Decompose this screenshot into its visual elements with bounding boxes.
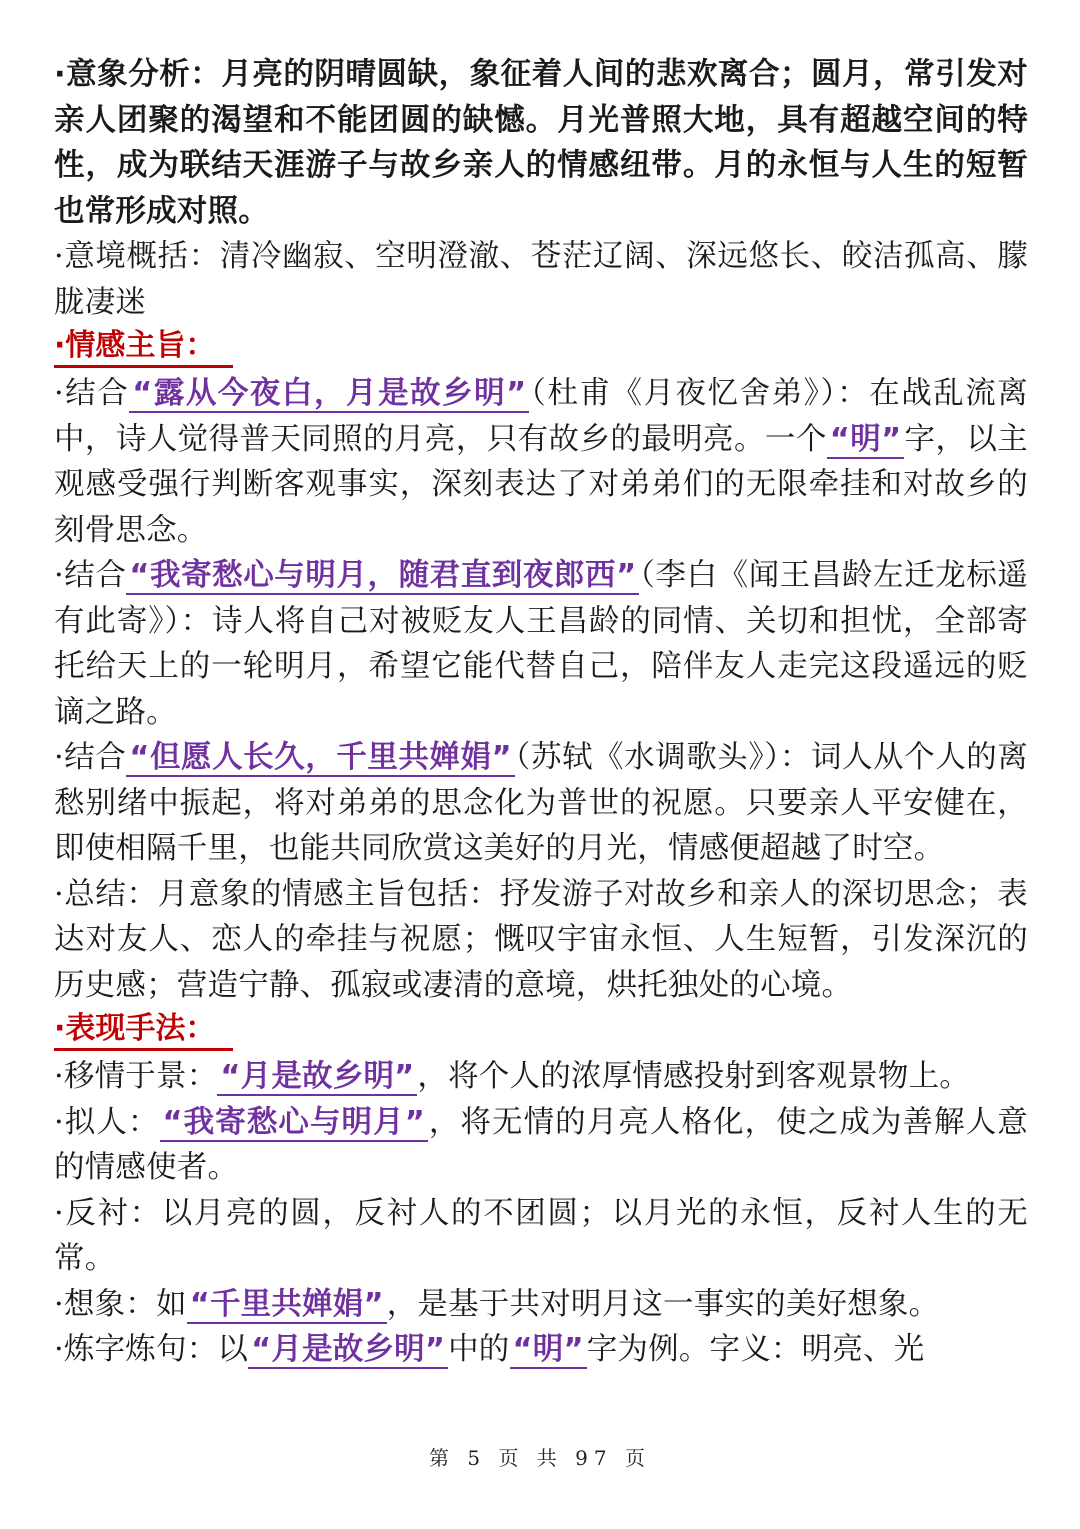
emotion-summary: ·总结：月意象的情感主旨包括：抒发游子对故乡和亲人的深切思念；表达对友人、恋人的牵挂与祝愿；慨叹宇宙永恒、人生短暂，引发深沉的历史感；营造宁静、孤寂或凄清的意境，烘托独处的心境。 bbox=[54, 876, 1028, 1003]
poem-quote: “月是故乡明” bbox=[248, 1332, 448, 1369]
item-prefix: ·结合 bbox=[54, 740, 127, 775]
poem-quote: “我寄愁心与明月，随君直到夜郎西” bbox=[126, 558, 639, 595]
item-text: （李白《闻王昌龄左迁龙标遥有此寄》）：诗人将自己对被贬友人王昌龄的同情、关切和担忧，全部寄托给天上的一轮明月，希望它能代替自己，陪伴友人走完这段遥远的贬谪之路。 bbox=[54, 558, 1028, 730]
item-text: （苏轼《水调歌头》）：词人从个人的离愁别绪中振起，将对弟弟的思念化为普世的祝愿。只要亲人平安健在，即使相隔千里，也能共同欣赏这美好的月光，情感便超越了时空。 bbox=[54, 740, 1028, 866]
item-text: ，将无情的月亮人格化，使之成为善解人意的情感使者。 bbox=[54, 1104, 1028, 1185]
item-prefix: ·拟人： bbox=[54, 1104, 160, 1140]
technique-contrast: ·反衬：以月亮的圆，反衬人的不团圆；以月光的永恒，反衬人生的无常。 bbox=[54, 1195, 1028, 1276]
poem-quote: “但愿人长久，千里共婵娟” bbox=[126, 740, 514, 777]
poem-quote: “露从今夜白，月是故乡明” bbox=[129, 376, 529, 413]
section-heading-emotion: ·情感主旨： bbox=[54, 327, 233, 368]
poem-quote: “月是故乡明” bbox=[217, 1059, 417, 1096]
page-footer: 第 5 页 共 97 页 bbox=[429, 1446, 651, 1470]
item-text: ，是基于共对明月这一事实的美好想象。 bbox=[386, 1286, 940, 1322]
imagery-analysis: ·意象分析：月亮的阴晴圆缺，象征着人间的悲欢离合；圆月，常引发对亲人团聚的渴望和不能团圆的缺憾。月光普照大地，具有超越空间的特性，成为联结天涯游子与故乡亲人的情感纽带。月的永恒与人生的短暂也常形成对照。 bbox=[54, 57, 1028, 229]
emotion-item-3 bbox=[54, 735, 1028, 872]
item-prefix: ·结合 bbox=[54, 376, 130, 411]
poem-quote: “我寄愁心与明月” bbox=[160, 1105, 428, 1142]
item-prefix: ·移情于景： bbox=[54, 1059, 218, 1094]
technique-imagination bbox=[54, 1282, 1028, 1328]
emotion-item-2 bbox=[54, 553, 1028, 735]
item-prefix: ·想象：如 bbox=[54, 1286, 187, 1322]
technique-personification bbox=[54, 1100, 1028, 1191]
technique-word-refining bbox=[54, 1327, 1028, 1373]
item-prefix: ·结合 bbox=[54, 558, 127, 593]
section-heading-techniques: ·表现手法： bbox=[54, 1010, 233, 1051]
keyword-quote: “明” bbox=[510, 1332, 587, 1369]
poem-quote: “千里共婵娟” bbox=[187, 1287, 387, 1324]
item-text: 字，以主观感受强行判断客观事实，深刻表达了对弟弟们的无限牵挂和对故乡的刻骨思念。 bbox=[54, 421, 1028, 548]
item-text: 字为例。字义：明亮、光 bbox=[586, 1332, 925, 1367]
item-text: ，将个人的浓厚情感投射到客观景物上。 bbox=[417, 1059, 971, 1094]
mood-summary: ·意境概括：清冷幽寂、空明澄澈、苍茫辽阔、深远悠长、皎洁孤高、朦胧凄迷 bbox=[54, 239, 1028, 320]
item-prefix: ·炼字炼句：以 bbox=[54, 1332, 249, 1367]
keyword-quote: “明” bbox=[827, 422, 905, 459]
item-text: （杜甫《月夜忆舍弟》）：在战乱流离中，诗人觉得普天同照的月亮，只有故乡的最明亮。一个 bbox=[54, 376, 1028, 457]
item-text: 中的 bbox=[448, 1332, 510, 1367]
emotion-item-1 bbox=[54, 371, 1028, 553]
technique-empathy bbox=[54, 1054, 1028, 1100]
